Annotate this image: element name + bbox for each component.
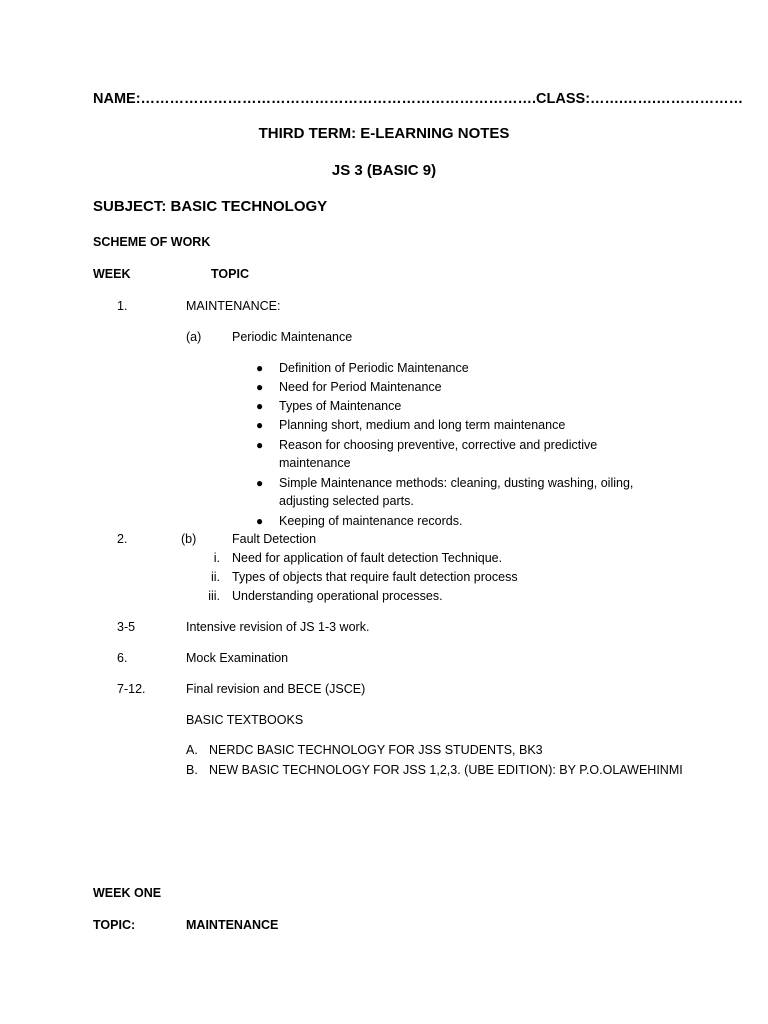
topic-label: TOPIC: <box>93 918 136 932</box>
week-number: 6. <box>117 651 128 665</box>
textbook-label: A. <box>186 743 198 757</box>
list-item: Planning short, medium and long term maintenance <box>279 418 566 432</box>
class-title: JS 3 (BASIC 9) <box>331 162 437 179</box>
week-number: 3-5 <box>117 620 136 634</box>
textbook-title: NEW BASIC TECHNOLOGY FOR JSS 1,2,3. (UBE EDITION): BY P.O.OLAWEHINMI <box>209 763 683 777</box>
roman-numeral: ii. <box>210 570 220 584</box>
week1-sub-title: Periodic Maintenance <box>232 330 353 344</box>
bullet-icon: ● <box>256 380 264 394</box>
list-item: Need for application of fault detection Technique. <box>232 551 503 565</box>
week1-number: 1. <box>117 299 128 313</box>
list-item: Reason for choosing preventive, corrective and predictive <box>279 438 598 452</box>
textbook-title: NERDC BASIC TECHNOLOGY FOR JSS STUDENTS, BK3 <box>209 743 543 757</box>
bullet-icon: ● <box>256 476 264 490</box>
roman-numeral: i. <box>213 551 220 565</box>
week-one-heading: WEEK ONE <box>93 886 162 900</box>
bullet-icon: ● <box>256 514 264 528</box>
list-item-continuation: adjusting selected parts. <box>279 494 414 508</box>
bullet-icon: ● <box>256 361 264 375</box>
topic-value: MAINTENANCE <box>186 918 279 932</box>
week2-title: Fault Detection <box>232 532 317 546</box>
list-item: Types of objects that require fault detection process <box>232 570 518 584</box>
list-item: Simple Maintenance methods: cleaning, dusting washing, oiling, <box>279 476 634 490</box>
week2-sub-label: (b) <box>181 532 197 546</box>
week-number: 7-12. <box>117 682 146 696</box>
week1-title: MAINTENANCE: <box>186 299 281 313</box>
roman-numeral: iii. <box>208 589 220 603</box>
list-item: Definition of Periodic Maintenance <box>279 361 469 375</box>
col-week-header: WEEK <box>93 267 131 281</box>
week2-number: 2. <box>117 532 128 546</box>
col-topic-header: TOPIC <box>211 267 249 281</box>
week1-sub-label: (a) <box>186 330 202 344</box>
bullet-icon: ● <box>256 418 264 432</box>
list-item-continuation: maintenance <box>279 456 351 470</box>
week-topic: Mock Examination <box>186 651 289 665</box>
list-item: Keeping of maintenance records. <box>279 514 463 528</box>
list-item: Types of Maintenance <box>279 399 402 413</box>
bullet-icon: ● <box>256 438 264 452</box>
textbooks-heading: BASIC TEXTBOOKS <box>186 713 304 727</box>
list-item: Understanding operational processes. <box>232 589 443 603</box>
bullet-icon: ● <box>256 399 264 413</box>
scheme-heading: SCHEME OF WORK <box>93 235 211 249</box>
name-class-line: NAME:……………………………………………………………………….CLASS:…….…….……………… <box>93 91 744 107</box>
subject-title: SUBJECT: BASIC TECHNOLOGY <box>93 198 328 215</box>
week-topic: Intensive revision of JS 1-3 work. <box>186 620 370 634</box>
list-item: Need for Period Maintenance <box>279 380 442 394</box>
term-title: THIRD TERM: E-LEARNING NOTES <box>258 125 510 142</box>
textbook-label: B. <box>186 763 198 777</box>
week-topic: Final revision and BECE (JSCE) <box>186 682 366 696</box>
